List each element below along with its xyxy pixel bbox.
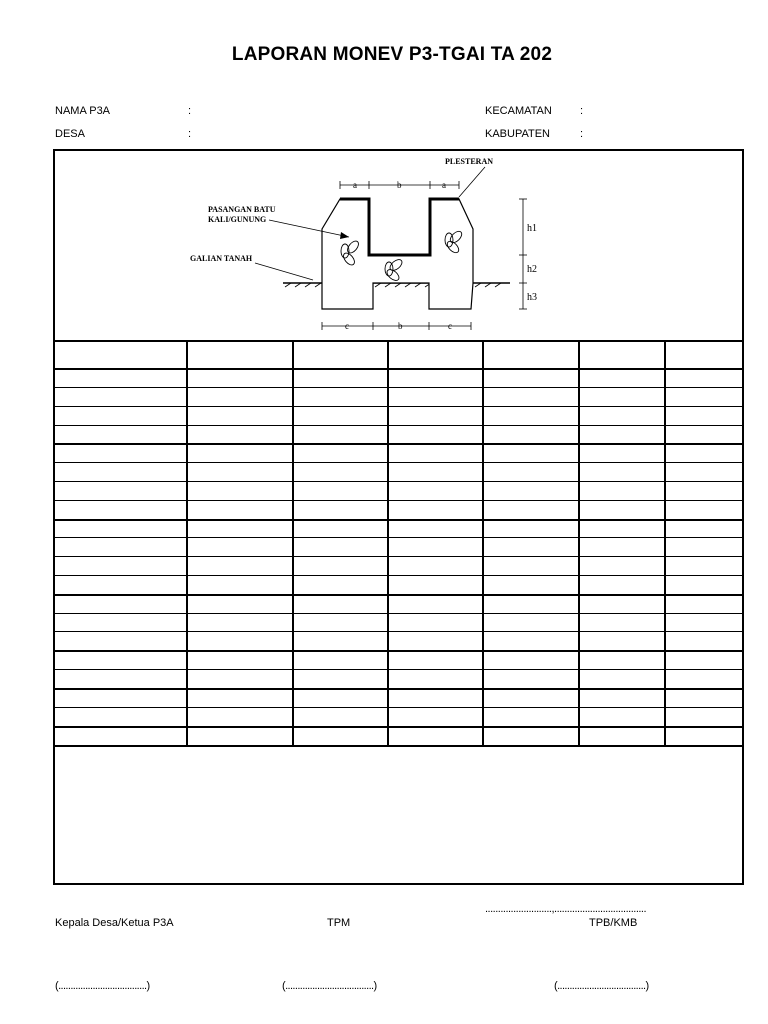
- table-row: [55, 650, 744, 652]
- galian-tanah-label: GALIAN TANAH: [190, 254, 253, 263]
- table-row: [55, 707, 744, 708]
- kecamatan-separator: :: [580, 105, 584, 117]
- table-row: [55, 406, 744, 407]
- table-row: [55, 594, 744, 596]
- table-row: [55, 481, 744, 482]
- table-row: [55, 500, 744, 501]
- table-column-divider: [186, 340, 188, 745]
- table-row: [55, 425, 744, 426]
- table-header-row: [55, 368, 744, 370]
- table-row: [55, 556, 744, 557]
- table-row: [55, 462, 744, 463]
- page-title: LAPORAN MONEV P3-TGAI TA 202: [231, 44, 553, 65]
- table-row: [55, 519, 744, 521]
- dim-h3-label: h3: [527, 292, 537, 303]
- dim-a-left-label: a: [353, 180, 357, 190]
- dim-h2-label: h2: [527, 264, 537, 275]
- table-row: [55, 669, 744, 670]
- table-column-divider: [578, 340, 580, 745]
- table-row: [55, 726, 744, 728]
- kecamatan-label: KECAMATAN: [485, 105, 552, 117]
- signer-tpb-kmb-role: TPB/KMB: [589, 917, 638, 929]
- signer-tpb-kmb-name-blank: (....................................): [554, 980, 649, 992]
- table-row: [55, 613, 744, 614]
- nama-p3a-separator: :: [188, 105, 192, 117]
- desa-separator: :: [188, 128, 192, 140]
- table-column-divider: [482, 340, 484, 745]
- kabupaten-label: KABUPATEN: [485, 128, 550, 140]
- report-frame: [53, 149, 744, 885]
- signer-tpm-role: TPM: [327, 917, 351, 929]
- place-date-line: ..........................,....................................: [485, 903, 647, 915]
- notes-area[interactable]: [55, 747, 742, 883]
- pasangan-batu-label-line1: PASANGAN BATU: [208, 205, 276, 214]
- table-row: [55, 537, 744, 538]
- dim-c-right-label: c: [448, 321, 452, 331]
- signer-kepala-desa-role: Kepala Desa/Ketua P3A: [55, 917, 174, 929]
- table-row: [55, 688, 744, 690]
- plesteran-label: PLESTERAN: [445, 157, 494, 166]
- table-column-divider: [387, 340, 389, 745]
- kabupaten-separator: :: [580, 128, 584, 140]
- dim-b-top-label: b: [397, 180, 402, 190]
- dim-b-bottom-label: b: [398, 321, 403, 331]
- table-row: [55, 575, 744, 576]
- signer-tpm-name-blank: (....................................): [282, 980, 377, 992]
- dim-a-right-label: a: [442, 180, 446, 190]
- table-column-divider: [664, 340, 666, 745]
- galian-tanah-pointer: [255, 263, 313, 280]
- table-row: [55, 387, 744, 388]
- height-dimension-line: [519, 199, 527, 309]
- dim-c-left-label: c: [345, 321, 349, 331]
- canal-cross-section-diagram: [55, 151, 744, 341]
- dim-h1-label: h1: [527, 223, 537, 234]
- table-column-divider: [292, 340, 294, 745]
- table-top-border: [55, 340, 744, 342]
- desa-label: DESA: [55, 128, 85, 140]
- signer-kepala-desa-name-blank: (....................................): [55, 980, 150, 992]
- nama-p3a-label: NAMA P3A: [55, 105, 111, 117]
- table-row: [55, 631, 744, 632]
- plesteran-pointer: [459, 167, 485, 197]
- table-row: [55, 443, 744, 445]
- pasangan-batu-label-line2: KALI/GUNUNG: [208, 215, 267, 224]
